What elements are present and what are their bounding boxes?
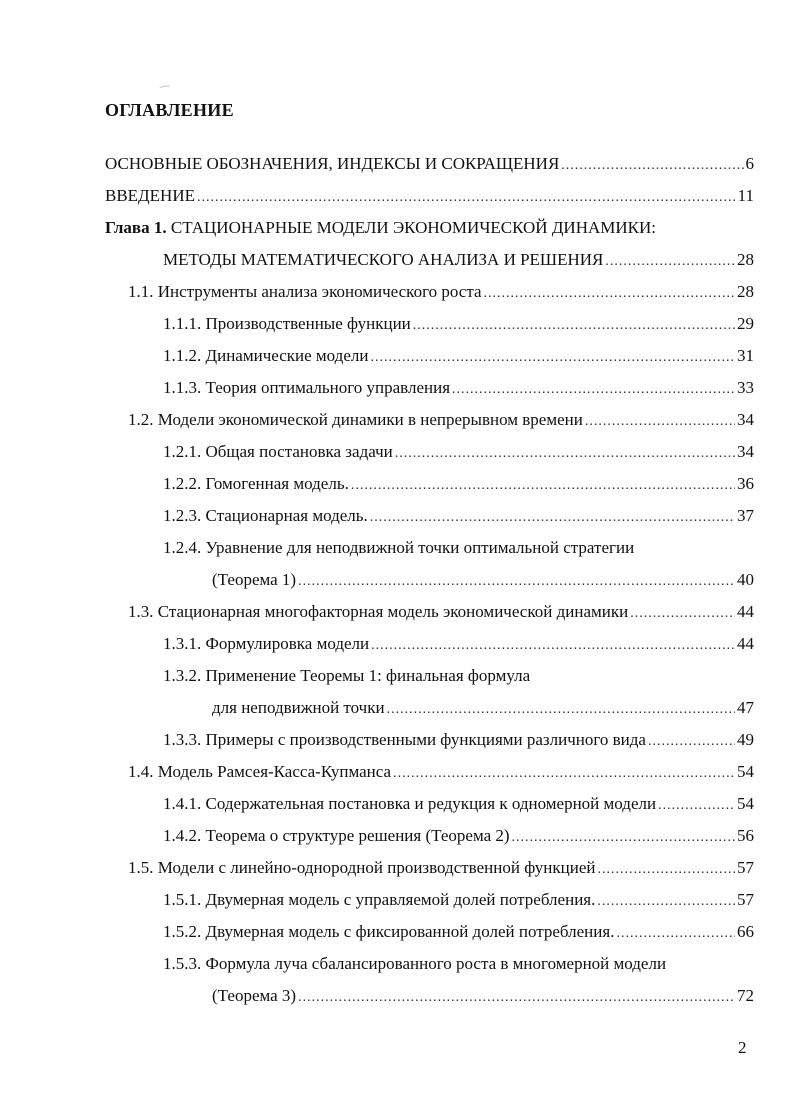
toc-leader bbox=[616, 923, 735, 945]
toc-entry-title: 1.4.1. Содержательная постановка и редукция к одномерной модели bbox=[163, 794, 657, 813]
toc-entry[interactable] bbox=[105, 217, 754, 239]
toc-leader bbox=[370, 347, 735, 369]
toc-entry[interactable] bbox=[212, 569, 754, 593]
toc-entry-page: 44 bbox=[737, 602, 754, 621]
toc-entry-title: 1.3.1. Формулировка модели bbox=[163, 634, 370, 653]
toc-entry[interactable] bbox=[163, 537, 754, 559]
toc-leader bbox=[197, 187, 736, 209]
toc-entry[interactable] bbox=[163, 313, 754, 337]
toc-entry-page: 40 bbox=[737, 570, 754, 589]
toc-entry[interactable] bbox=[128, 761, 754, 785]
toc-leader bbox=[413, 315, 735, 337]
toc-leader bbox=[512, 827, 735, 849]
toc-entry[interactable] bbox=[105, 185, 754, 209]
toc-leader bbox=[351, 475, 735, 497]
toc-entry-title: 1.5.3. Формула луча сбалансированного роста в многомерной модели bbox=[163, 954, 667, 973]
toc-leader bbox=[298, 987, 735, 1009]
toc-entry[interactable] bbox=[163, 345, 754, 369]
toc-leader bbox=[484, 283, 735, 305]
toc-entry[interactable] bbox=[163, 953, 754, 975]
toc-leader bbox=[597, 859, 735, 881]
toc-leader bbox=[561, 155, 743, 177]
toc-entry-page: 72 bbox=[737, 986, 754, 1005]
toc-entry-title: 1.4.2. Теорема о структуре решения (Теорема 2) bbox=[163, 826, 510, 845]
toc-entry[interactable] bbox=[163, 921, 754, 945]
toc-leader bbox=[597, 891, 735, 913]
toc-entry-title: 1.4. Модель Рамсея-Касса-Купманса bbox=[128, 762, 392, 781]
toc-entry[interactable] bbox=[105, 153, 754, 177]
toc-entry[interactable] bbox=[163, 633, 754, 657]
toc-entry[interactable] bbox=[212, 985, 754, 1009]
toc-entry-page: 57 bbox=[737, 858, 754, 877]
toc-entry-title: 1.3. Стационарная многофакторная модель экономической динамики bbox=[128, 602, 629, 621]
toc-entry-page: 36 bbox=[737, 474, 754, 493]
toc-entry-title: 1.2.1. Общая постановка задачи bbox=[163, 442, 393, 461]
toc-entry-title: 1.1. Инструменты анализа экономического роста bbox=[128, 282, 482, 301]
toc-entry-page: 66 bbox=[737, 922, 754, 941]
toc-entry-page: 37 bbox=[737, 506, 754, 525]
toc-entry[interactable] bbox=[163, 889, 754, 913]
toc-entry-title: 1.2. Модели экономической динамики в непрерывном времени bbox=[128, 410, 583, 429]
toc-entry-title: МЕТОДЫ МАТЕМАТИЧЕСКОГО АНАЛИЗА И РЕШЕНИЯ bbox=[163, 250, 604, 269]
toc-leader bbox=[658, 795, 735, 817]
toc-entry-page: 34 bbox=[737, 442, 754, 461]
toc-entry-title: (Теорема 1) bbox=[212, 570, 297, 589]
toc-entry-page: 31 bbox=[737, 346, 754, 365]
toc-entry-title: 1.3.3. Примеры с производственными функциями различного вида bbox=[163, 730, 646, 749]
toc-entry[interactable] bbox=[163, 729, 754, 753]
toc-leader bbox=[371, 635, 735, 657]
toc-entry-page: 57 bbox=[737, 890, 754, 909]
toc-leader bbox=[605, 251, 735, 273]
toc-entry[interactable] bbox=[163, 249, 754, 273]
toc-entry-title: 1.5.2. Двумерная модель с фиксированной долей потребления. bbox=[163, 922, 615, 941]
toc-entry[interactable] bbox=[128, 409, 754, 433]
toc-entry-page: 33 bbox=[737, 378, 754, 397]
toc-entry-page: 54 bbox=[737, 762, 754, 781]
toc-entry-page: 54 bbox=[737, 794, 754, 813]
toc-heading: ОГЛАВЛЕНИЕ bbox=[105, 100, 234, 120]
toc-leader bbox=[585, 411, 735, 433]
toc-entry-title: 1.3.2. Применение Теоремы 1: финальная формула bbox=[163, 666, 531, 685]
toc-entry-title: (Теорема 3) bbox=[212, 986, 297, 1005]
toc-leader bbox=[395, 443, 735, 465]
toc-entry-page: 6 bbox=[745, 154, 754, 173]
toc-leader bbox=[370, 507, 735, 529]
toc-leader bbox=[630, 603, 735, 625]
chapter-title: СТАЦИОНАРНЫЕ МОДЕЛИ ЭКОНОМИЧЕСКОЙ ДИНАМИКИ: bbox=[170, 218, 656, 237]
toc-entry-title: 1.1.1. Производственные функции bbox=[163, 314, 411, 333]
toc-entry-page: 28 bbox=[737, 282, 754, 301]
toc-entry-page: 28 bbox=[737, 250, 754, 269]
toc-leader bbox=[387, 699, 735, 721]
toc-entry-title: 1.5.1. Двумерная модель с управляемой долей потребления. bbox=[163, 890, 596, 909]
toc-entry-title bbox=[105, 217, 656, 239]
toc-entry[interactable] bbox=[163, 473, 754, 497]
toc-entry-page: 56 bbox=[737, 826, 754, 845]
toc-entry[interactable] bbox=[163, 441, 754, 465]
toc-entry[interactable] bbox=[163, 377, 754, 401]
chapter-label: Глава 1. bbox=[105, 218, 167, 237]
toc-entry-title: 1.2.2. Гомогенная модель. bbox=[163, 474, 349, 493]
toc-entry-page: 11 bbox=[737, 186, 754, 205]
toc-leader bbox=[298, 571, 735, 593]
scan-mark bbox=[160, 85, 171, 92]
toc-entry[interactable] bbox=[128, 857, 754, 881]
toc-entry-page: 44 bbox=[737, 634, 754, 653]
toc-entry[interactable] bbox=[212, 697, 754, 721]
toc-entry[interactable] bbox=[163, 665, 754, 687]
page-number: 2 bbox=[738, 1038, 747, 1057]
toc-entry[interactable] bbox=[128, 601, 754, 625]
toc-entry[interactable] bbox=[163, 505, 754, 529]
toc-entry[interactable] bbox=[128, 281, 754, 305]
toc-entry[interactable] bbox=[163, 793, 754, 817]
toc-leader bbox=[393, 763, 735, 785]
toc-entry-page: 34 bbox=[737, 410, 754, 429]
toc-entry-title: 1.1.3. Теория оптимального управления bbox=[163, 378, 451, 397]
toc-entry-title: 1.2.3. Стационарная модель. bbox=[163, 506, 368, 525]
toc-leader bbox=[648, 731, 735, 753]
toc-entry-page: 49 bbox=[737, 730, 754, 749]
toc-entry-title: для неподвижной точки bbox=[212, 698, 385, 717]
toc-entry-title: ВВЕДЕНИЕ bbox=[105, 186, 195, 205]
toc-leader bbox=[452, 379, 735, 401]
toc-entry-page: 47 bbox=[737, 698, 754, 717]
toc-entry-title: 1.5. Модели с линейно-однородной производственной функцией bbox=[128, 858, 596, 877]
toc-entry-title: 1.1.2. Динамические модели bbox=[163, 346, 369, 365]
toc-entry-title: ОСНОВНЫЕ ОБОЗНАЧЕНИЯ, ИНДЕКСЫ И СОКРАЩЕНИЯ bbox=[105, 154, 560, 173]
toc-entry-title: 1.2.4. Уравнение для неподвижной точки оптимальной стратегии bbox=[163, 538, 635, 557]
toc-entry-page: 29 bbox=[737, 314, 754, 333]
toc-entry[interactable] bbox=[163, 825, 754, 849]
